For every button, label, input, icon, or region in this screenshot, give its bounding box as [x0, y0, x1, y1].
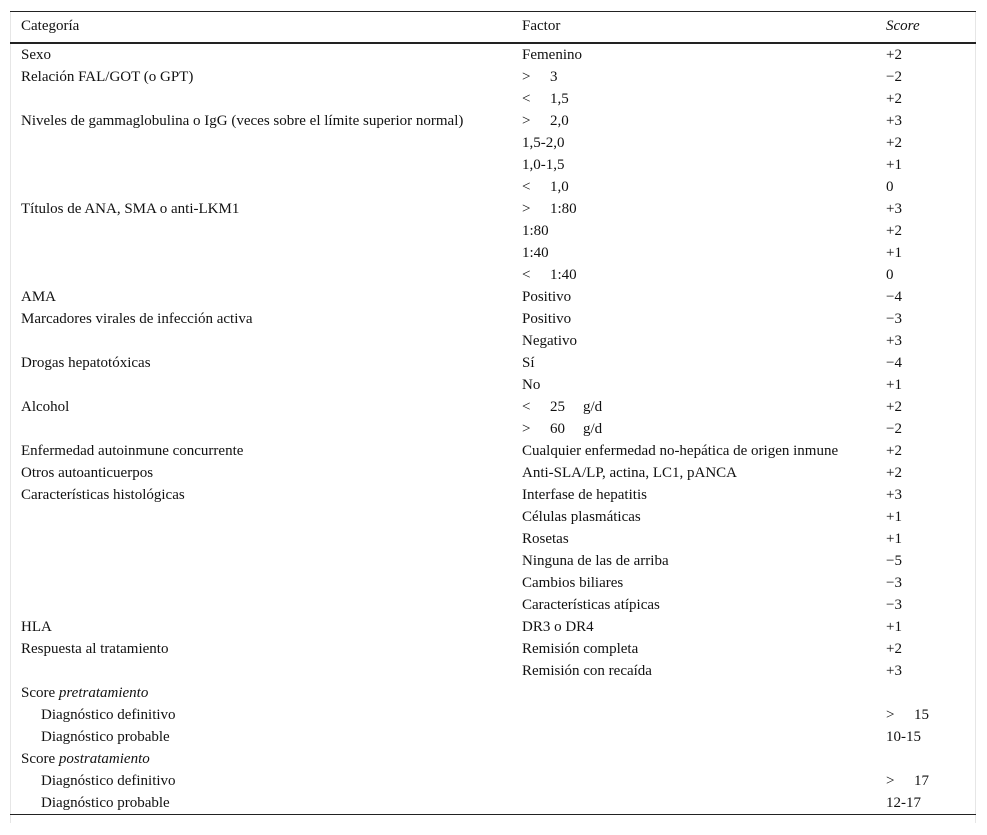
- factor-cell: Características atípicas: [522, 596, 660, 613]
- table-row: [10, 374, 976, 396]
- categoria-cell: [10, 660, 511, 682]
- score-cell: +2: [886, 90, 902, 107]
- categoria-cell: [10, 154, 511, 176]
- operator: >: [522, 420, 531, 437]
- score-cell: +1: [886, 618, 902, 635]
- factor-cell: Femenino: [522, 46, 582, 63]
- table-row: [10, 352, 976, 374]
- score-cell: −2: [886, 68, 902, 85]
- factor-cell: [511, 110, 886, 132]
- categoria-cell: Sexo: [21, 46, 51, 63]
- table-row: [10, 176, 976, 198]
- pretratamiento-label: pretratamiento: [58, 684, 149, 701]
- table-row: [10, 132, 976, 154]
- score-cell: +1: [886, 508, 902, 525]
- factor-unit: g/d: [583, 398, 603, 415]
- factor-cell: No: [522, 376, 541, 393]
- score-cell: −3: [886, 574, 902, 591]
- table-row: [10, 594, 976, 616]
- postratamiento-heading-row: [10, 748, 976, 770]
- table-row: [10, 506, 976, 528]
- table-header-row: [10, 12, 976, 43]
- factor-value: 2,0: [550, 112, 569, 129]
- score-cell: +2: [886, 46, 902, 63]
- operator: >: [886, 706, 895, 723]
- score-cell: +1: [886, 530, 902, 547]
- operator: >: [522, 112, 531, 129]
- categoria-cell: Marcadores virales de infección activa: [21, 310, 253, 327]
- post-definitivo-score: [886, 770, 976, 792]
- table-row: [10, 396, 976, 418]
- score-cell: +2: [886, 222, 902, 239]
- factor-cell: 1:80: [522, 222, 549, 239]
- postratamiento-heading: [10, 748, 511, 770]
- operator: <: [522, 90, 531, 107]
- pre-definitivo-label: Diagnóstico definitivo: [41, 706, 176, 723]
- table-row: [10, 286, 976, 308]
- table-row: [10, 528, 976, 550]
- threshold-value: 17: [914, 772, 929, 789]
- factor-cell: 1,5-2,0: [522, 134, 565, 151]
- factor-cell: [511, 198, 886, 220]
- header-score: Score: [886, 18, 920, 35]
- table-row: [10, 66, 976, 88]
- factor-cell: Células plasmáticas: [522, 508, 641, 525]
- table-row: [10, 770, 976, 792]
- table-row: [10, 418, 976, 440]
- factor-value: 3: [550, 68, 558, 85]
- operator: <: [522, 398, 531, 415]
- score-cell: +3: [886, 662, 902, 679]
- score-cell: −4: [886, 354, 902, 371]
- table-row: [10, 264, 976, 286]
- table-row: [10, 704, 976, 726]
- score-cell: −3: [886, 310, 902, 327]
- operator: >: [522, 68, 531, 85]
- factor-cell: 1:40: [522, 244, 549, 261]
- score-cell: +1: [886, 376, 902, 393]
- factor-cell: Sí: [522, 354, 535, 371]
- operator: <: [522, 266, 531, 283]
- factor-cell: [511, 88, 886, 110]
- table-row: [10, 484, 976, 506]
- score-cell: −3: [886, 596, 902, 613]
- categoria-cell: [10, 132, 511, 154]
- score-cell: 0: [886, 178, 894, 195]
- pretratamiento-heading-row: [10, 682, 976, 704]
- score-cell: −5: [886, 552, 902, 569]
- categoria-cell: Alcohol: [21, 398, 70, 415]
- categoria-cell: [10, 176, 511, 198]
- pre-probable-label: Diagnóstico probable: [41, 728, 170, 745]
- table-row: [10, 154, 976, 176]
- factor-value: 1,0: [550, 178, 569, 195]
- post-probable-score: 12-17: [886, 794, 921, 811]
- factor-cell: 1,0-1,5: [522, 156, 565, 173]
- factor-value: 60: [550, 420, 565, 437]
- categoria-cell: [10, 506, 511, 528]
- post-definitivo-label: Diagnóstico definitivo: [41, 772, 176, 789]
- factor-cell: Interfase de hepatitis: [522, 486, 647, 503]
- postratamiento-label: postratamiento: [58, 750, 150, 767]
- operator: >: [886, 772, 895, 789]
- categoria-cell: [10, 242, 511, 264]
- score-cell: −2: [886, 420, 902, 437]
- categoria-cell: [10, 572, 511, 594]
- categoria-cell: [10, 374, 511, 396]
- categoria-cell: [10, 330, 511, 352]
- factor-cell: Ninguna de las de arriba: [522, 552, 669, 569]
- table-row: [10, 440, 976, 462]
- operator: <: [522, 178, 531, 195]
- categoria-cell: [10, 88, 511, 110]
- score-cell: +3: [886, 112, 902, 129]
- categoria-cell: Respuesta al tratamiento: [21, 640, 169, 657]
- score-prefix: Score: [21, 750, 59, 767]
- categoria-cell: Drogas hepatotóxicas: [21, 354, 151, 371]
- factor-cell: Negativo: [522, 332, 577, 349]
- factor-value: 1:80: [550, 200, 577, 217]
- table-row: [10, 660, 976, 682]
- categoria-cell: Otros autoanticuerpos: [21, 464, 154, 481]
- score-cell: +2: [886, 442, 902, 459]
- factor-cell: [511, 396, 886, 418]
- table-row: [10, 726, 976, 748]
- table-row: [10, 330, 976, 352]
- categoria-cell: Niveles de gammaglobulina o IgG (veces sobre el límite superior normal): [21, 112, 464, 129]
- factor-cell: Anti-SLA/LP, actina, LC1, pANCA: [522, 464, 737, 481]
- score-prefix: Score: [21, 684, 59, 701]
- categoria-cell: [10, 418, 511, 440]
- factor-cell: Positivo: [522, 310, 572, 327]
- categoria-cell: [10, 528, 511, 550]
- categoria-cell: [10, 220, 511, 242]
- table-row: [10, 638, 976, 660]
- header-categoria: Categoría: [21, 18, 80, 35]
- table-row: [10, 550, 976, 572]
- score-cell: +3: [886, 486, 902, 503]
- post-probable-label: Diagnóstico probable: [41, 794, 170, 811]
- score-cell: +2: [886, 134, 902, 151]
- factor-cell: [511, 176, 886, 198]
- factor-value: 1:40: [550, 266, 577, 283]
- categoria-cell: [10, 594, 511, 616]
- factor-value: 1,5: [550, 90, 569, 107]
- categoria-cell: Relación FAL/GOT (o GPT): [21, 68, 194, 85]
- categoria-cell: AMA: [21, 288, 57, 305]
- factor-cell: Positivo: [522, 288, 572, 305]
- threshold-value: 15: [914, 706, 929, 723]
- operator: >: [522, 200, 531, 217]
- score-cell: −4: [886, 288, 902, 305]
- factor-unit: g/d: [583, 420, 603, 437]
- score-cell: +1: [886, 156, 902, 173]
- categoria-cell: [10, 550, 511, 572]
- categoria-cell: Enfermedad autoinmune concurrente: [21, 442, 244, 459]
- factor-cell: Rosetas: [522, 530, 569, 547]
- factor-cell: DR3 o DR4: [522, 618, 594, 635]
- factor-cell: Remisión completa: [522, 640, 639, 657]
- factor-cell: [511, 66, 886, 88]
- autoimmune-hepatitis-score-table: [10, 11, 976, 815]
- table-row: [10, 572, 976, 594]
- score-cell: +2: [886, 398, 902, 415]
- table-row: [10, 242, 976, 264]
- table-row: [10, 198, 976, 220]
- table-row: [10, 43, 976, 66]
- table-row: [10, 220, 976, 242]
- table-row: [10, 792, 976, 815]
- table-row: [10, 308, 976, 330]
- score-cell: +3: [886, 200, 902, 217]
- score-cell: +1: [886, 244, 902, 261]
- factor-value: 25: [550, 398, 565, 415]
- table-row: [10, 88, 976, 110]
- factor-cell: Cualquier enfermedad no-hepática de origen inmune: [522, 442, 839, 459]
- header-factor: Factor: [522, 18, 561, 35]
- pretratamiento-heading: [10, 682, 511, 704]
- categoria-cell: Títulos de ANA, SMA o anti-LKM1: [21, 200, 240, 217]
- score-cell: +3: [886, 332, 902, 349]
- score-cell: +2: [886, 640, 902, 657]
- pre-probable-score: 10-15: [886, 728, 921, 745]
- factor-cell: [511, 418, 886, 440]
- factor-cell: Remisión con recaída: [522, 662, 652, 679]
- categoria-cell: [10, 264, 511, 286]
- score-cell: 0: [886, 266, 894, 283]
- categoria-cell: HLA: [21, 618, 52, 635]
- score-cell: +2: [886, 464, 902, 481]
- table-row: [10, 462, 976, 484]
- factor-cell: Cambios biliares: [522, 574, 624, 591]
- factor-cell: [511, 264, 886, 286]
- categoria-cell: Características histológicas: [21, 486, 185, 503]
- table-row: [10, 110, 976, 132]
- pre-definitivo-score: [886, 704, 976, 726]
- table-row: [10, 616, 976, 638]
